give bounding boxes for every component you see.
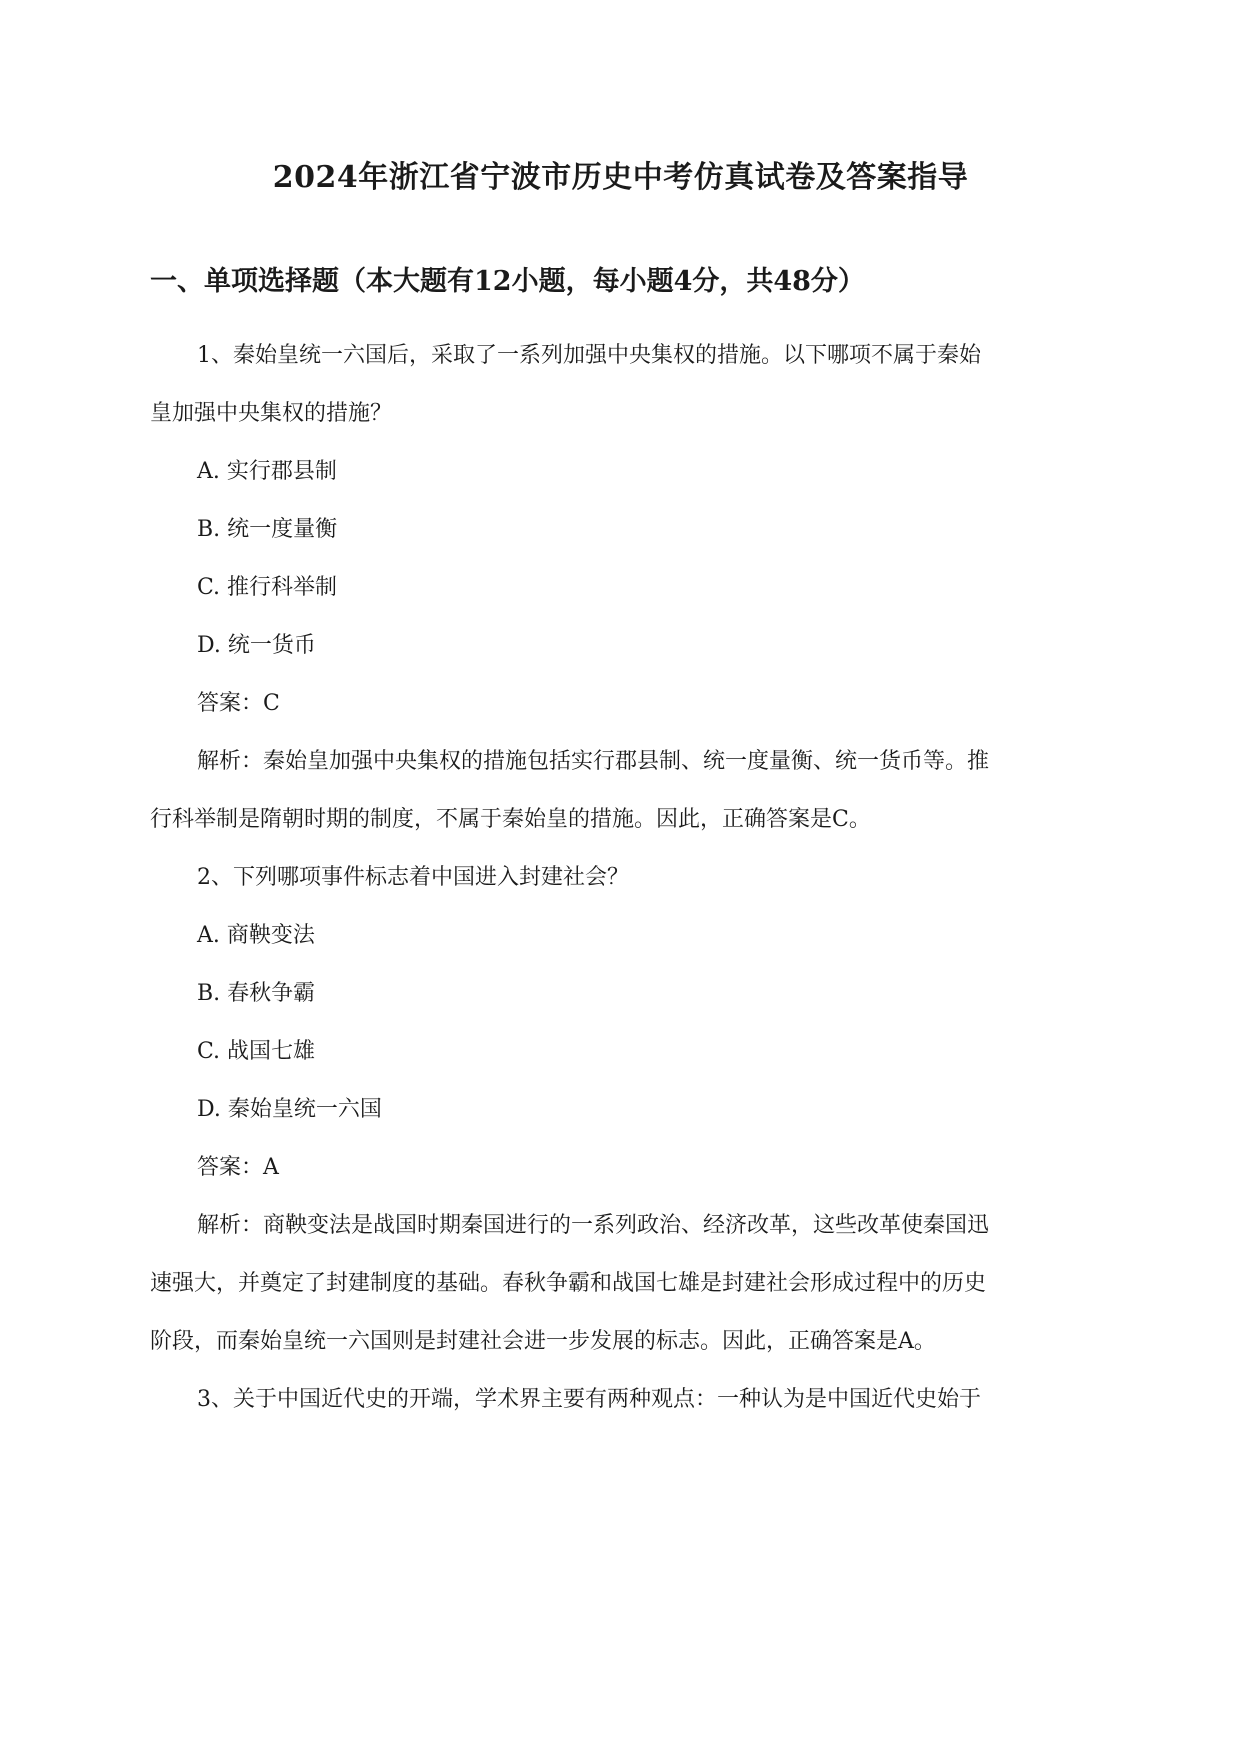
question-2-option-d: D. 秦始皇统一六国: [197, 1097, 382, 1122]
question-2-analysis-line-2: 速强大，并奠定了封建制度的基础。春秋争霸和战国七雄是封建社会形成过程中的历史: [150, 1271, 987, 1296]
question-1-option-a: A. 实行郡县制: [197, 459, 337, 484]
question-2-stem-line-1: 2、下列哪项事件标志着中国进入封建社会？: [197, 865, 629, 890]
section-heading: 一、单项选择题（本大题有12小题，每小题4分，共48分）: [150, 266, 865, 297]
question-1-stem-line-2: 皇加强中央集权的措施？: [150, 401, 393, 426]
question-2-answer: 答案：A: [197, 1155, 279, 1180]
question-3-stem-line-1: 3、关于中国近代史的开端，学术界主要有两种观点：一种认为是中国近代史始于: [197, 1387, 981, 1412]
question-1-option-b: B. 统一度量衡: [197, 517, 338, 542]
question-2-option-c: C. 战国七雄: [197, 1039, 316, 1064]
question-2-option-a: A. 商鞅变法: [197, 923, 315, 948]
document-title: 2024年浙江省宁波市历史中考仿真试卷及答案指导: [272, 160, 969, 195]
question-1-analysis-line-2: 行科举制是隋朝时期的制度，不属于秦始皇的措施。因此，正确答案是C。: [150, 807, 871, 832]
question-1-answer: 答案：C: [197, 691, 280, 716]
question-1-analysis-line-1: 解析：秦始皇加强中央集权的措施包括实行郡县制、统一度量衡、统一货币等。推: [197, 749, 990, 774]
question-2-analysis-line-1: 解析：商鞅变法是战国时期秦国进行的一系列政治、经济改革，这些改革使秦国迅: [197, 1213, 990, 1238]
question-2-analysis-line-3: 阶段，而秦始皇统一六国则是封建社会进一步发展的标志。因此，正确答案是A。: [150, 1329, 936, 1354]
question-2-option-b: B. 春秋争霸: [197, 981, 316, 1006]
question-1-option-c: C. 推行科举制: [197, 575, 338, 600]
question-1-stem-line-1: 1、秦始皇统一六国后，采取了一系列加强中央集权的措施。以下哪项不属于秦始: [197, 343, 981, 368]
question-1-option-d: D. 统一货币: [197, 633, 316, 658]
